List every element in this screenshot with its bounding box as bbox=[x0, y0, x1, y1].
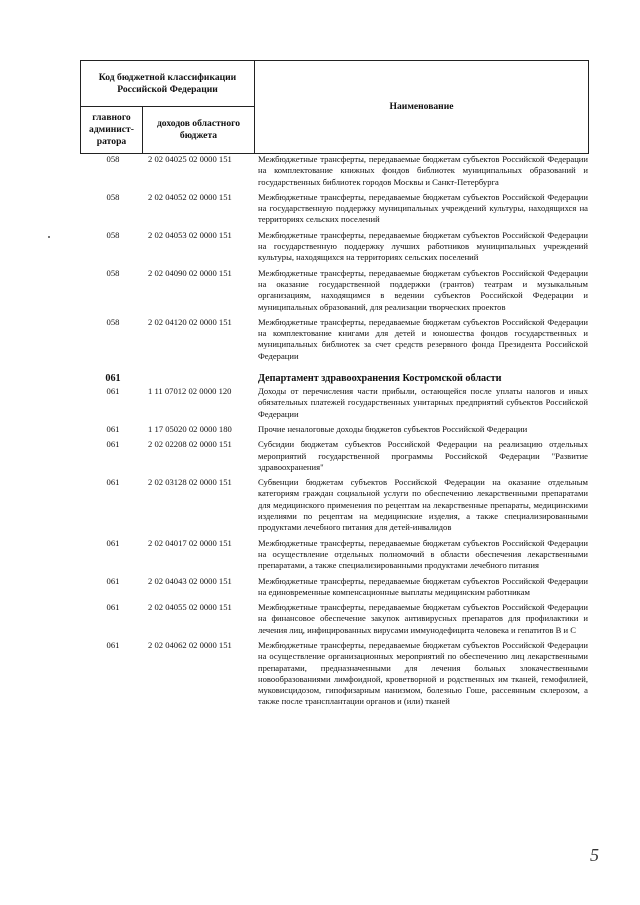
name-cell: Доходы от перечисления части прибыли, остающейся после уплаты налогов и иных обязательных платежей государственных унитарных предприятий субъектов Российской Федерации bbox=[258, 386, 588, 419]
margin-mark bbox=[48, 236, 50, 238]
income-code-cell: 2 02 04025 02 0000 151 bbox=[148, 154, 232, 164]
name-cell: Межбюджетные трансферты, передаваемые бюджетам субъектов Российской Федерации на единовременные компенсационные выплаты медицинским работникам bbox=[258, 575, 588, 597]
name-cell: Прочие неналоговые доходы бюджетов субъектов Российской Федерации bbox=[258, 423, 528, 434]
name-cell: Межбюджетные трансферты, передаваемые бюджетам субъектов Российской Федерации на оказание государственной поддержки (грантов) театрам и музыкальным организациям, находящимся в ведении субъектов Российской Федерации и муниципальных образований, для реализации творческих проектов bbox=[258, 267, 588, 312]
name-cell: Межбюджетные трансферты, передаваемые бюджетам субъектов Российской Федерации на государственную поддержку лучших работников муниципальных учреждений культуры, находящихся на территориях сельских поселений bbox=[258, 229, 588, 263]
income-code-cell: 2 02 04053 02 0000 151 bbox=[148, 229, 232, 240]
income-code-cell: 2 02 04120 02 0000 151 bbox=[148, 316, 232, 327]
table-row bbox=[80, 538, 590, 572]
income-code-cell: 2 02 04055 02 0000 151 bbox=[148, 602, 232, 613]
table-row bbox=[80, 386, 590, 420]
name-cell: Субвенции бюджетам субъектов Российской Федерации на оказание отдельным категориям граждан социальной услуги по обеспечению лекарственными препаратами для медицинского применения по рецептам на лекарственные препараты, медицинскими изделиями по рецептам на медицинские изделия, а также специализированными продуктами лечебного питания для детей-инвалидов bbox=[258, 477, 588, 533]
table-row bbox=[80, 424, 590, 435]
kbk-title: Код бюджетной классификации Российской Федерации bbox=[81, 61, 255, 107]
admin-column-header: главного админист-ратора bbox=[81, 107, 143, 154]
admin-code-cell: 058 bbox=[106, 154, 120, 164]
admin-code-cell: 061 bbox=[106, 477, 120, 488]
admin-code-cell: 061 bbox=[106, 537, 120, 548]
admin-code-cell: 061 bbox=[106, 423, 120, 434]
name-cell: Межбюджетные трансферты, передаваемые бюджетам субъектов Российской Федерации на осуществление отдельных полномочий в области обеспечения лекарственными препаратами, а также специализированными продуктами лечебного питания bbox=[258, 537, 588, 571]
table-row bbox=[80, 154, 590, 188]
admin-code-cell: 058 bbox=[106, 191, 120, 202]
table-row bbox=[80, 268, 590, 313]
name-cell: Межбюджетные трансферты, передаваемые бюджетам субъектов Российской Федерации на комплектование книжных фондов библиотек муниципальных образований и государственных библиотек городов Москвы и Санкт-Петербурга bbox=[258, 154, 588, 187]
name-cell: Межбюджетные трансферты, передаваемые бюджетам субъектов Российской Федерации на финансовое обеспечение закупок антивирусных препаратов для профилактики и лечения лиц, инфицированных вирусами иммунодефицита человека и гепатитов В и С bbox=[258, 602, 588, 635]
table-row bbox=[80, 477, 590, 533]
income-code-cell: 2 02 04043 02 0000 151 bbox=[148, 575, 232, 586]
income-code-cell: 2 02 03128 02 0000 151 bbox=[148, 477, 232, 488]
table-row bbox=[80, 317, 590, 362]
table-row bbox=[80, 192, 590, 226]
admin-code-cell: 058 bbox=[106, 316, 120, 327]
admin-code-cell: 061 bbox=[106, 639, 120, 650]
income-code-cell: 2 02 04017 02 0000 151 bbox=[148, 537, 232, 548]
admin-code-cell: 061 bbox=[105, 373, 121, 385]
income-code-cell: 2 02 04052 02 0000 151 bbox=[148, 191, 232, 202]
admin-code-cell: 061 bbox=[106, 575, 120, 586]
table-row bbox=[80, 640, 590, 708]
income-code-cell: 2 02 04090 02 0000 151 bbox=[148, 267, 232, 278]
admin-code-cell: 058 bbox=[106, 267, 120, 278]
name-cell: Межбюджетные трансферты, передаваемые бюджетам субъектов Российской Федерации на комплектование книгами для детей и юношества фондов государственных и муниципальных библиотек за счет средств резервного фонда Президента Российской Федерации bbox=[258, 316, 588, 361]
admin-code-cell: 058 bbox=[106, 229, 120, 240]
income-code-cell: 1 11 07012 02 0000 120 bbox=[148, 386, 232, 397]
table-row bbox=[80, 576, 590, 599]
section-header-row bbox=[80, 372, 590, 385]
table-body bbox=[80, 154, 590, 708]
table-header bbox=[80, 60, 589, 154]
name-cell: Субсидии бюджетам субъектов Российской Федерации на реализацию отдельных мероприятий государственной программы Российской Федерации "Развитие здравоохранения" bbox=[258, 439, 588, 472]
admin-code-cell: 061 bbox=[106, 439, 120, 450]
name-cell: Межбюджетные трансферты, передаваемые бюджетам субъектов Российской Федерации на осуществление организационных мероприятий по обеспечению лиц лекарственными препаратами, предназначенными для лечения больных злокачественными новообразованиями лимфоидной, кроветворной и родственных им тканей, гемофилией, муковисцидозом, гипофизарным нанизмом, болезнью Гоше, рассеянным склерозом, а также после трансплантации органов и (или) тканей bbox=[258, 639, 588, 707]
admin-code-cell: 061 bbox=[106, 602, 120, 613]
income-column-header: доходов областного бюджета bbox=[143, 107, 255, 154]
page-number: 5 bbox=[590, 845, 599, 865]
name-column-header: Наименование bbox=[255, 61, 589, 154]
table-row bbox=[80, 439, 590, 473]
admin-code-cell: 061 bbox=[106, 386, 120, 397]
table-row bbox=[80, 602, 590, 636]
section-title: Департамент здравоохранения Костромской области bbox=[258, 373, 502, 385]
name-cell: Межбюджетные трансферты, передаваемые бюджетам субъектов Российской Федерации на государственную поддержку муниципальных учреждений культуры, находящихся на территориях сельских поселений bbox=[258, 191, 588, 225]
table-row bbox=[80, 230, 590, 264]
income-code-cell: 1 17 05020 02 0000 180 bbox=[148, 423, 232, 434]
income-code-cell: 2 02 02208 02 0000 151 bbox=[148, 439, 232, 450]
income-code-cell: 2 02 04062 02 0000 151 bbox=[148, 639, 232, 650]
